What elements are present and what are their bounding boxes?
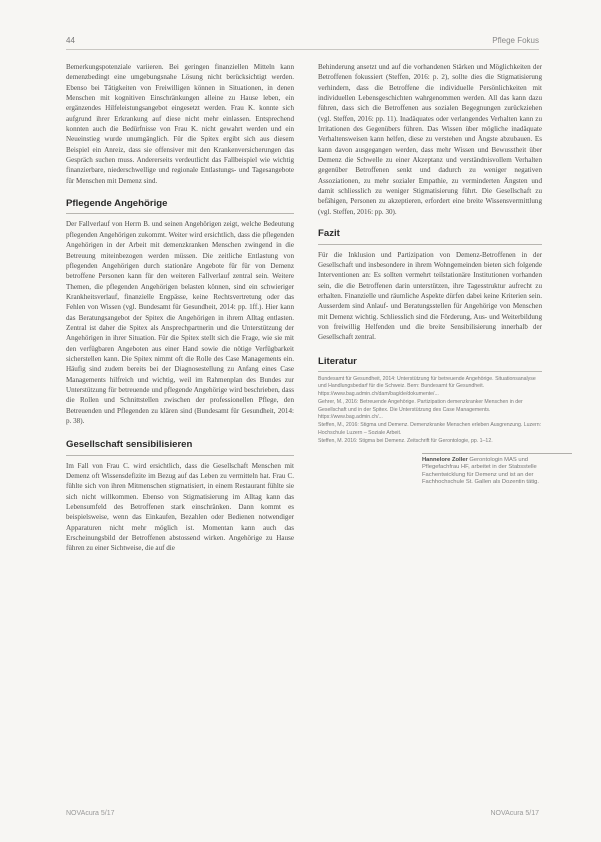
intro-paragraph: Bemerkungspotenziale variieren. Bei geringen finanziellen Mitteln kann demenzbedingt eine umgebungsnahe Lösung nicht berücksichtigt werden. Ebenso bei Tätigkeiten von Freiwilligen können in Situationen, in denen Menschen mit kognitiven Einschränkungen alleine zu Hause leben, ein ergänzendes Hilfeleistungsangebot eingesetzt werden. Frau K. konnte sich aufgrund ihrer Erkrankung auf diese nicht mehr einlassen. Entsprechend konnten auch die Bedürfnisse von Frau K. nicht gewahrt werden und ein Neueinstieg wurde unumgänglich. Für die Spitex ergibt sich aus diesem Beispiel ein Anreiz, dass sie offensiver mit den Krankenversicherungen das Gespräch suchen muss. Andererseits verdeutlicht das Fallbeispiel wie wichtig finanzierbare, niederschwellige und regionale Entlastungs- und Tagesangebote für Menschen mit Demenz sind.: [66, 63, 294, 185]
literature-item: Gehrer, M., 2016: Betreuende Angehörige. Partizipation demenzkranker Menschen in der Gesellschaft und in der Spitex. Die Unterstützung des Case Managements. https://www.bag.admin.ch/...: [318, 399, 523, 420]
literature-item: Steffen, M. 2016: Stigma bei Demenz. Zeitschrift für Gerontologie, pp. 1–12.: [318, 438, 493, 445]
literature-item: Steffen, M., 2016: Stigma und Demenz. Demenzkranke Menschen erleben Ausgrenzung. Luzern: Hochschule Luzern – Soziale Arbeit.: [318, 422, 542, 436]
continued-paragraph: Behinderung ansetzt und auf die vorhandenen Stärken und Möglichkeiten der Betroffenen fokussiert (Steffen, 2016: p. 2), sollte dies die Stigmatisierung verhindern, dass die Betroffene die individuelle Persönlichkeiten mit individuellen Lebensgeschichten wahrgenommen werden. All das kann dazu führen, dass sich die Betroffenen aus sozialen Begegnungen zurückziehen (vgl. Steffen, 2016: pp. 11). Inadäquates oder verlangendes Verhalten kann zu Irritationen des Gegenübers führen. Das Wissen über mögliche inadäquate Verhaltensweisen kann helfen, diese zu verstehen und Ängste abzubauen. Es kann davon ausgegangen werden, dass mehr Wissen und Bewusstheit über Demenz die Schwelle zu einer Akzeptanz und verständnisvollem Verhalten gegenüber Betroffenen senkt und dadurch zu weniger negativen Assoziationen, zu mehr sozialer Empathie, zu verminderten Ängsten und damit schliesslich zu weniger Stigmatisierung führt. Die Gesellschaft zu befähigen, Personen zu akzeptieren, erfordert eine breite Wissensvermittlung (vgl. Steffen, 2016: pp. 30).: [318, 63, 542, 216]
fazit-body: Für die Inklusion und Partizipation von Demenz-Betroffenen in der Gesellschaft und insbesondere in ihrem Wohngemeinden bieten sich folgende Interventionen an: Es sollten vermehrt teilstationäre Institutionen vorhanden sein, die die Betroffenen darin unterstützen, ihre Tagesstruktur aufrecht zu erhalten. Finanzielle und räumliche Aspekte dürfen dabei keine Kriterien sein. Ausserdem sind Anlauf- und Beratungsstellen für Angehörige von Menschen mit Demenz wichtig. Schliesslich sind die Förderung, Aus- und Weiterbildung von freiwillig Helfenden und die breite Sensibilisierung innerhalb der Gesellschaft zentral.: [318, 250, 542, 342]
literature-list: [318, 376, 542, 446]
author-name: Hannelore Zoller: [422, 456, 468, 463]
section-body-gesellschaft: Im Fall von Frau C. wird ersichtlich, dass die Gesellschaft Menschen mit Demenz oft Wissensdefizite im Bezug auf das Leben zu vermitteln hat. Frau C. fühlte sich von ihren Mitmenschen stigmatisiert, in einem Restaurant fühlte sie sich nicht willkommen. Ebenso von Stigmatisierung im Alltag kann das Lebensumfeld des Betroffenen stark einschränken. Dann kommt es beispielsweise, wenn das Einkaufen, Bezahlen oder Bedienen notwendiger Apparaturen nicht mehr möglich ist. Momentan kann auch das Erscheinungsbild der Betroffenen abstossend wirken. Angehörige zu Hause führen zu einer Sichtweise, die auf die: [66, 461, 294, 553]
author-bio: [422, 457, 540, 487]
section-heading-literatur: Literatur: [318, 357, 542, 372]
section-body-pflegende-angehoerige: Der Fallverlauf von Herrn B. und seinen Angehörigen zeigt, welche Bedeutung pflegenden Angehörigen zukommt. Weiter wird ersichtlich, dass die pflegenden Angehörigen in der Arbeit mit demenzkranken Menschen zwingend in die Betreuung miteinbezogen werden müssen. Die zeitliche Entlastung von pflegenden Angehörigen durch stationäre Angebote für für von Demenz betroffene Personen kann für den weiteren Fallverlauf zentral sein. Weitere Themen, die pflegenden Angehörigen belasten können, sind ein schwieriger Krankheitsverlauf, finanzielle Engpässe, keine Rechtsvertretung oder das Fehlen von Wissen (vgl. Bundesamt für Gesundheit, 2014: pp. 1ff.). Hier kann das Beratungsangebot der Spitex die Angehörigen in ihrem Alltag entlasten. Zentral ist daher die Spitex als Ansprechpartnerin und die Unterstützung der Angehörigen in ihrer Situation. Für die Spitex stellt sich die Frage, wie sie mit den verfügbaren Angeboten aus einer Hand sowie die nötige Verfügbarkeit sicherstellen kann. Die Spitex nimmt oft die Rolle des Case Managements ein. Häufig sind zudem bereits bei der Diagnosestellung zu Anfang eines Case Managements hilfreich und wichtig, weil im Rahmenplan des Bundes zur Unterstützung für betreuende und pflegende Angehörige wird beschrieben, dass die Rollen und Schnittstellen zwischen der professionellen Pflege, den Betreuenden und Pflegenden zu klären sind (Bundesamt für Gesundheit, 2014: p. 38).: [66, 220, 294, 425]
author-bio-text: Gerontologin MAS und Pflegefachfrau HF, arbeitet in der Stabsstelle Fachentwicklung für Demenz und ist an der Fachhochschule St. Gallen als Dozentin tätig.: [422, 456, 539, 486]
page-number: 44: [66, 36, 75, 45]
section-heading-pflegende-angehoerige: Pflegende Angehörige: [66, 199, 294, 214]
section-heading-gesellschaft: Gesellschaft sensibilisieren: [66, 440, 294, 455]
footer-right: NOVAcura 5/17: [490, 810, 539, 817]
right-column: [318, 62, 542, 487]
left-column: [66, 62, 294, 554]
header-rule: [66, 49, 539, 50]
literature-item: Bundesamt für Gesundheit, 2014: Unterstützung für betreuende Angehörige. Situationsanalyse und Handlungsbedarf für die Schweiz. Bern: Bundesamt für Gesundheit. https://www.bag.admin.ch/dam/bag/de/dokumente/...: [318, 375, 536, 397]
section-heading-fazit: Fazit: [318, 229, 542, 244]
footer-left: NOVAcura 5/17: [66, 810, 115, 817]
journal-title: Pflege Fokus: [492, 36, 539, 45]
